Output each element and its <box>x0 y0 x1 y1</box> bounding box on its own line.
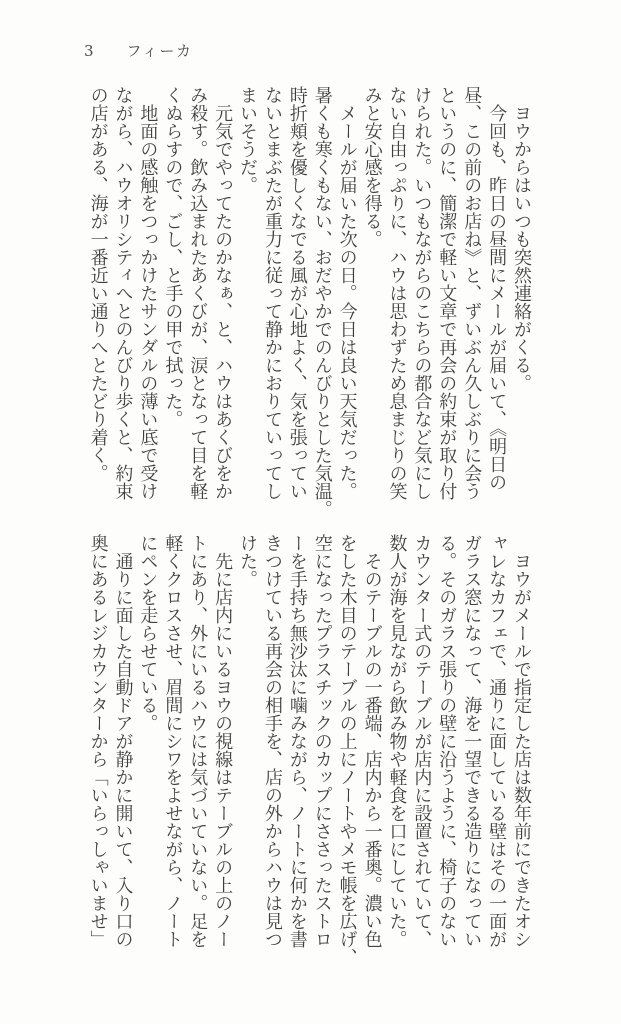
text-line: というのに、簡潔で軽い文章で再会の約束が取り付 <box>436 86 458 500</box>
text-line: メールが届いた次の日。今日は良い天気だった。 <box>336 86 358 500</box>
text-line: 昼、この前のお店ね》と、ずいぶん久しぶりに会う <box>461 86 483 500</box>
text-line: ない自由っぷりに、ハウは思わずため息まじりの笑 <box>386 86 408 500</box>
text-line: 奥にあるレジカウンターから「いらっしゃいませ」 <box>87 534 109 948</box>
text-line: けられた。いつもながらのこちらの都合など気にし <box>411 86 433 500</box>
text-line: みと安心感を得る。 <box>361 86 383 248</box>
text-line: 先に店内にいるヨウの視線はテーブルの上のノー <box>212 534 234 948</box>
text-line: る。そのガラス張りの壁に沿うように、椅子のない <box>436 534 458 948</box>
text-line: ャレなカフェで、通りに面している壁はその一面が <box>486 534 508 948</box>
text-line: きつけている再会の相手を、店の外からハウは見つ <box>261 534 283 948</box>
text-block-top <box>85 86 533 518</box>
text-line: 数人が海を見ながら飲み物や軽食を口にしていた。 <box>386 534 408 948</box>
running-head <box>84 40 193 61</box>
text-line: 暑くも寒くもない、おだやかでのんびりとした気温。 <box>311 86 333 518</box>
text-line: み殺す。飲み込まれたあくびが、涙となって目を軽 <box>187 86 209 500</box>
text-line: をした木目のテーブルの上にノートやメモ帳を広げ、 <box>336 534 358 966</box>
text-line: 時折頬を優しくなでる風が心地よく、気を張ってい <box>286 86 308 500</box>
text-line: 元気でやってたのかなぁ、と、ハウはあくびをか <box>212 86 234 500</box>
text-line: ヨウからはいつも突然連絡がくる。 <box>511 86 532 392</box>
text-line: ーを手持ち無沙汰に噛みながら、ノートに何かを書 <box>286 534 308 948</box>
text-line: 地面の感触をつっかけたサンダルの薄い底で受け <box>137 86 159 500</box>
text-block-bottom <box>85 534 533 966</box>
text-line: 通りに面した自動ドアが静かに開いて、入り口の <box>112 534 134 948</box>
text-line: カウンター式のテーブルが店内に設置されていて、 <box>411 534 433 948</box>
text-line: ながら、ハウオリシティへとのんびり歩くと、約束 <box>112 86 134 500</box>
text-line: くぬらすので、ごし、と手の甲で拭った。 <box>162 86 184 428</box>
text-line: 空になったプラスチックのカップにささったストロ <box>311 534 333 948</box>
text-line: そのテーブルの一番端、店内から一番奥。濃い色 <box>361 534 383 948</box>
text-line: 軽くクロスさせ、眉間にシワをよせながら、ノート <box>162 534 184 948</box>
text-line: けた。 <box>237 534 259 588</box>
text-line: にペンを走らせている。 <box>137 534 159 732</box>
text-line: まいそうだ。 <box>237 86 259 194</box>
text-line: 今回も、昨日の昼間にメールが届いて、《明日の <box>486 86 508 491</box>
text-line: の店がある、海が一番近い通りへとたどり着く。 <box>87 86 109 482</box>
book-title: フィーカ <box>126 42 194 60</box>
text-line: ないとまぶたが重力に従って静かにおりていってし <box>261 86 283 500</box>
page-number: 3 <box>84 42 96 60</box>
text-line: トにあり、外にいるハウには気づいていない。足を <box>187 534 209 948</box>
text-line: ガラス窓になって、海を一望できる造りになってい <box>461 534 483 948</box>
text-line: ヨウがメールで指定した店は数年前にできたオシ <box>511 534 532 948</box>
